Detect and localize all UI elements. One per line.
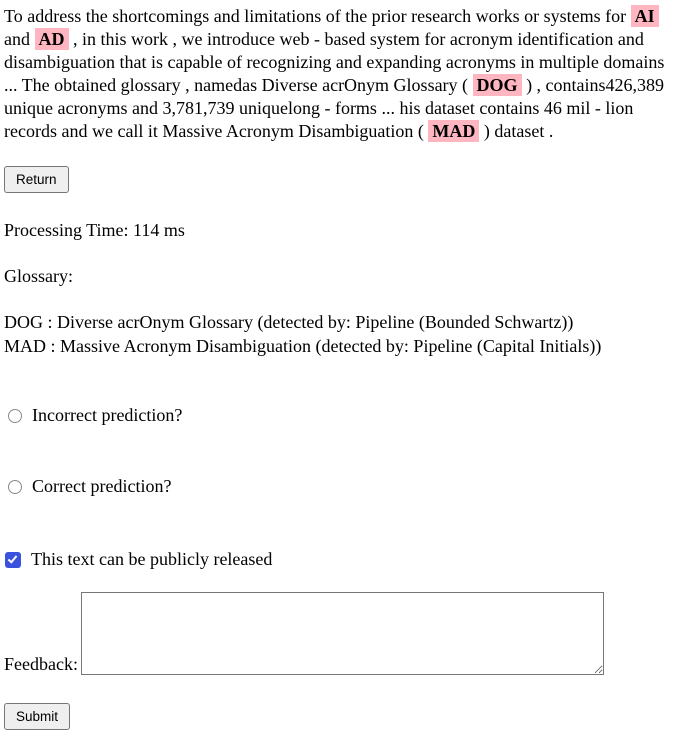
text-segment: To address the shortcomings and limitations of the prior research works or systems for [4, 6, 631, 26]
correct-prediction-radio[interactable] [8, 480, 22, 494]
acronym-result-page [4, 5, 669, 730]
checkmark-icon [8, 553, 18, 563]
publicly-released-checkbox[interactable] [5, 552, 21, 568]
glossary-entry: MAD : Massive Acronym Disambiguation (detected by: Pipeline (Capital Initials)) [4, 336, 602, 356]
correct-prediction-label: Correct prediction? [32, 476, 172, 496]
glossary-heading: Glossary: [4, 266, 73, 286]
glossary-entries [4, 310, 669, 358]
feedback-label: Feedback: [4, 654, 78, 674]
return-button[interactable]: Return [4, 166, 69, 193]
processing-time-value: 114 ms [133, 220, 185, 240]
processing-time [4, 219, 669, 242]
acronym-highlight: AI [631, 5, 659, 27]
processing-time-label: Processing Time: [4, 220, 129, 240]
incorrect-prediction-radio[interactable] [8, 409, 22, 423]
glossary-entry: DOG : Diverse acrOnym Glossary (detected by: Pipeline (Bounded Schwartz)) [4, 312, 574, 332]
acronym-highlight: DOG [473, 74, 522, 96]
text-segment: ) , contains426,389 unique acronyms and 3,781,739 uniquelong - forms ... his dataset contains 46 mil - lion records and we call it Massive Acronym Disambiguation ( [4, 75, 665, 141]
publicly-released-row [4, 548, 669, 571]
document-text [4, 5, 669, 143]
publicly-released-label: This text can be publicly released [31, 549, 273, 569]
text-segment: and [4, 29, 35, 49]
acronym-highlight: AD [35, 28, 69, 50]
incorrect-prediction-label: Incorrect prediction? [32, 405, 183, 425]
feedback-textarea[interactable] [81, 592, 604, 675]
text-segment: ) dataset . [479, 121, 554, 141]
text-segment: , in this work , we introduce web - based system for acronym identification and disambiguation that is capable of recognizing and expanding acronyms in multiple domains ... The obtained glossary , namedas Diverse acrOnym Glossary ( [4, 29, 665, 95]
acronym-highlight: MAD [428, 120, 479, 142]
submit-button[interactable]: Submit [4, 703, 70, 730]
correct-prediction-row [4, 475, 669, 498]
incorrect-prediction-row [4, 404, 669, 427]
feedback-row [4, 592, 669, 675]
